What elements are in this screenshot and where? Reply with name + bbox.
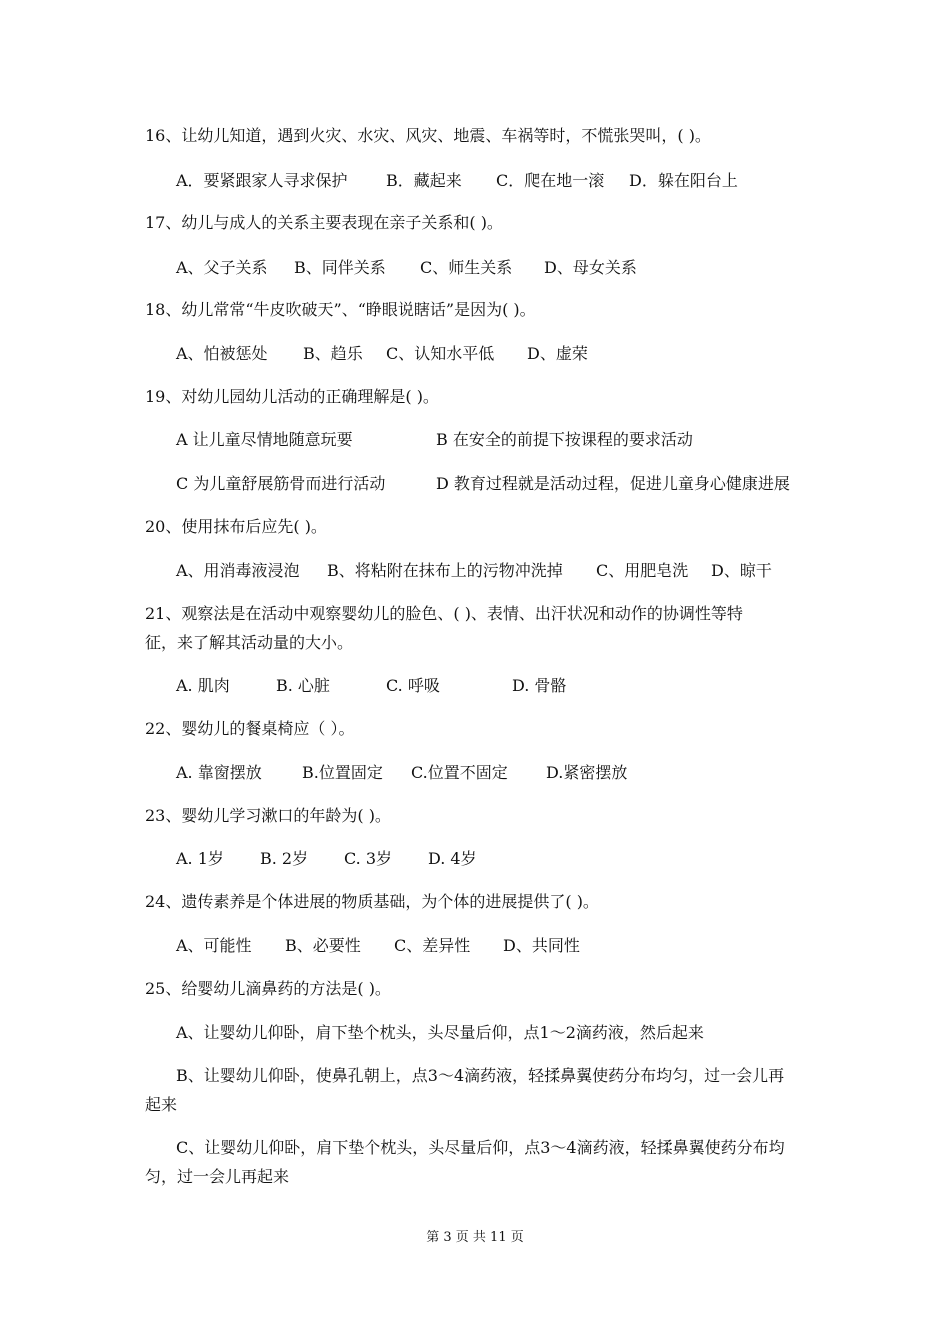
option-b: B．藏起来	[386, 171, 462, 190]
question-25-option-c-line2: 匀，过一会儿再起来	[145, 1167, 290, 1186]
question-21-line1: 21、观察法是在活动中观察婴幼儿的脸色、( )、表情、出汗状况和动作的协调性等特	[145, 604, 743, 623]
option-a: A、父子关系	[176, 258, 268, 277]
question-25-option-c-line1: C、让婴幼儿仰卧，肩下垫个枕头，头尽量后仰，点3～4滴药液，轻揉鼻翼使药分布均	[176, 1138, 785, 1157]
option-c: C、差异性	[394, 936, 471, 955]
option-d: D.紧密摆放	[546, 763, 628, 782]
option-b: B、趋乐	[303, 344, 363, 363]
option-d: D．躲在阳台上	[629, 171, 738, 190]
option-a: A 让儿童尽情地随意玩要	[176, 430, 353, 449]
question-22: 22、婴幼儿的餐桌椅应（ ）。	[145, 719, 355, 738]
question-25-option-b-line1: B、让婴幼儿仰卧，使鼻孔朝上，点3～4滴药液，轻揉鼻翼使药分布均匀，过一会儿再	[176, 1066, 785, 1085]
option-c: C、认知水平低	[386, 344, 495, 363]
option-a: A. 肌肉	[176, 676, 230, 695]
question-24: 24、遗传素养是个体进展的物质基础，为个体的进展提供了( )。	[145, 892, 599, 911]
option-c: C、用肥皂洗	[596, 561, 689, 580]
question-20: 20、使用抹布后应先( )。	[145, 517, 327, 536]
option-b: B 在安全的前提下按课程的要求活动	[436, 430, 693, 449]
option-c: C 为儿童舒展筋骨而进行活动	[176, 474, 386, 493]
option-c: C. 呼吸	[386, 676, 440, 695]
option-c: C、师生关系	[420, 258, 513, 277]
option-a: A. 1岁	[176, 849, 224, 868]
option-a: A．要紧跟家人寻求保护	[176, 171, 348, 190]
question-25: 25、给婴幼儿滴鼻药的方法是( )。	[145, 979, 391, 998]
option-d: D、母女关系	[544, 258, 637, 277]
question-16: 16、让幼儿知道，遇到火灾、水灾、风灾、地震、车祸等时，不慌张哭叫，( )。	[145, 126, 711, 145]
option-d: D. 4岁	[428, 849, 477, 868]
question-18: 18、幼儿常常“牛皮吹破天”、“睁眼说瞎话”是因为( )。	[145, 300, 536, 319]
option-d: D、虚荣	[527, 344, 588, 363]
option-b: B. 心脏	[276, 676, 330, 695]
option-b: B、同伴关系	[294, 258, 386, 277]
page-footer: 第 3 页 共 11 页	[426, 1230, 524, 1245]
question-19: 19、对幼儿园幼儿活动的正确理解是( )。	[145, 387, 439, 406]
option-a: A、怕被惩处	[176, 344, 268, 363]
option-b: B、必要性	[285, 936, 361, 955]
question-25-option-a: A、让婴幼儿仰卧，肩下垫个枕头，头尽量后仰，点1～2滴药液，然后起来	[176, 1023, 704, 1042]
option-d: D、晾干	[711, 561, 772, 580]
option-d: D. 骨骼	[512, 676, 567, 695]
option-a: A、可能性	[176, 936, 252, 955]
option-a: A. 靠窗摆放	[176, 763, 262, 782]
option-a: A、用消毒液浸泡	[176, 561, 300, 580]
option-b: B.位置固定	[302, 763, 383, 782]
question-25-option-b-line2: 起来	[145, 1095, 178, 1114]
question-23: 23、婴幼儿学习漱口的年龄为( )。	[145, 806, 391, 825]
option-d: D、共同性	[503, 936, 580, 955]
option-c: C．爬在地一滚	[496, 171, 605, 190]
question-17: 17、幼儿与成人的关系主要表现在亲子关系和( )。	[145, 213, 503, 232]
question-21-line2: 征，来了解其活动量的大小。	[145, 633, 354, 652]
option-b: B、将粘附在抹布上的污物冲洗掉	[327, 561, 563, 580]
option-c: C.位置不固定	[411, 763, 508, 782]
option-b: B. 2岁	[260, 849, 309, 868]
option-d: D 教育过程就是活动过程，促进儿童身心健康进展	[436, 474, 790, 493]
option-c: C. 3岁	[344, 849, 393, 868]
